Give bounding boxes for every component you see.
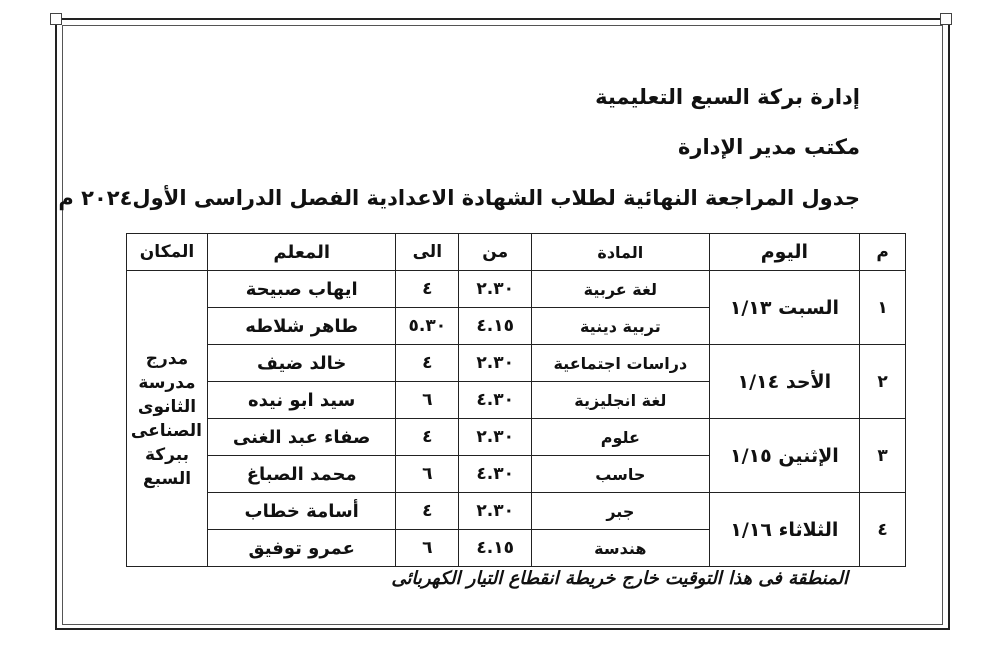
teacher-name: خالد ضيف [208, 345, 396, 382]
header-day: اليوم [709, 234, 860, 271]
teacher-name: صفاء عبد الغنى [208, 419, 396, 456]
border-corner-ornament [940, 13, 952, 25]
teacher-name: محمد الصباغ [208, 456, 396, 493]
header-from: من [459, 234, 532, 271]
day-number: ١ [860, 271, 906, 345]
table-row [127, 493, 906, 530]
from-time: ٤.٣٠ [459, 382, 532, 419]
day-number: ٤ [860, 493, 906, 567]
to-time: ٦ [396, 382, 459, 419]
to-time: ٦ [396, 530, 459, 567]
day-date: الثلاثاء ١/١٦ [709, 493, 860, 567]
to-time: ٦ [396, 456, 459, 493]
subject-cell: دراسات اجتماعية [532, 345, 709, 382]
subject-cell: هندسة [532, 530, 709, 567]
to-time: ٥.٣٠ [396, 308, 459, 345]
to-time: ٤ [396, 493, 459, 530]
day-date: السبت ١/١٣ [709, 271, 860, 345]
teacher-name: عمرو توفيق [208, 530, 396, 567]
teacher-name: أسامة خطاب [208, 493, 396, 530]
administration-name: إدارة بركة السبع التعليمية [595, 85, 860, 109]
subject-cell: حاسب [532, 456, 709, 493]
subject-cell: لغة عربية [532, 271, 709, 308]
subject-cell: علوم [532, 419, 709, 456]
header-to: الى [396, 234, 459, 271]
to-time: ٤ [396, 271, 459, 308]
header-subject: المادة [532, 234, 709, 271]
table-row [127, 419, 906, 456]
subject-cell: تربية دينية [532, 308, 709, 345]
from-time: ٢.٣٠ [459, 493, 532, 530]
from-time: ٢.٣٠ [459, 419, 532, 456]
from-time: ٢.٣٠ [459, 345, 532, 382]
from-time: ٤.١٥ [459, 530, 532, 567]
subject-cell: لغة انجليزية [532, 382, 709, 419]
table-header-row [127, 234, 906, 271]
from-time: ٤.١٥ [459, 308, 532, 345]
day-number: ٣ [860, 419, 906, 493]
footer-note: المنطقة فى هذا التوقيت خارج خريطة انقطاع التيار الكهربائى [391, 568, 848, 589]
review-schedule-table [126, 233, 906, 567]
teacher-name: طاهر شلاطه [208, 308, 396, 345]
teacher-name: سيد ابو نيده [208, 382, 396, 419]
location-text: مدرج مدرسة الثانوى الصناعى ببركة السبع [130, 348, 202, 489]
from-time: ٤.٣٠ [459, 456, 532, 493]
subject-cell: جبر [532, 493, 709, 530]
to-time: ٤ [396, 419, 459, 456]
day-date: الإثنين ١/١٥ [709, 419, 860, 493]
day-number: ٢ [860, 345, 906, 419]
header-teacher: المعلم [208, 234, 396, 271]
schedule-title: جدول المراجعة النهائية لطلاب الشهادة الاعدادية الفصل الدراسى الأول٢٠٢٤ م [58, 186, 860, 210]
table-row [127, 271, 906, 308]
day-date: الأحد ١/١٤ [709, 345, 860, 419]
from-time: ٢.٣٠ [459, 271, 532, 308]
border-corner-ornament [50, 13, 62, 25]
office-name: مكتب مدير الإدارة [677, 135, 860, 159]
header-m: م [860, 234, 906, 271]
to-time: ٤ [396, 345, 459, 382]
location-cell [127, 271, 208, 567]
teacher-name: ايهاب صبيحة [208, 271, 396, 308]
table-row [127, 345, 906, 382]
header-place: المكان [127, 234, 208, 271]
